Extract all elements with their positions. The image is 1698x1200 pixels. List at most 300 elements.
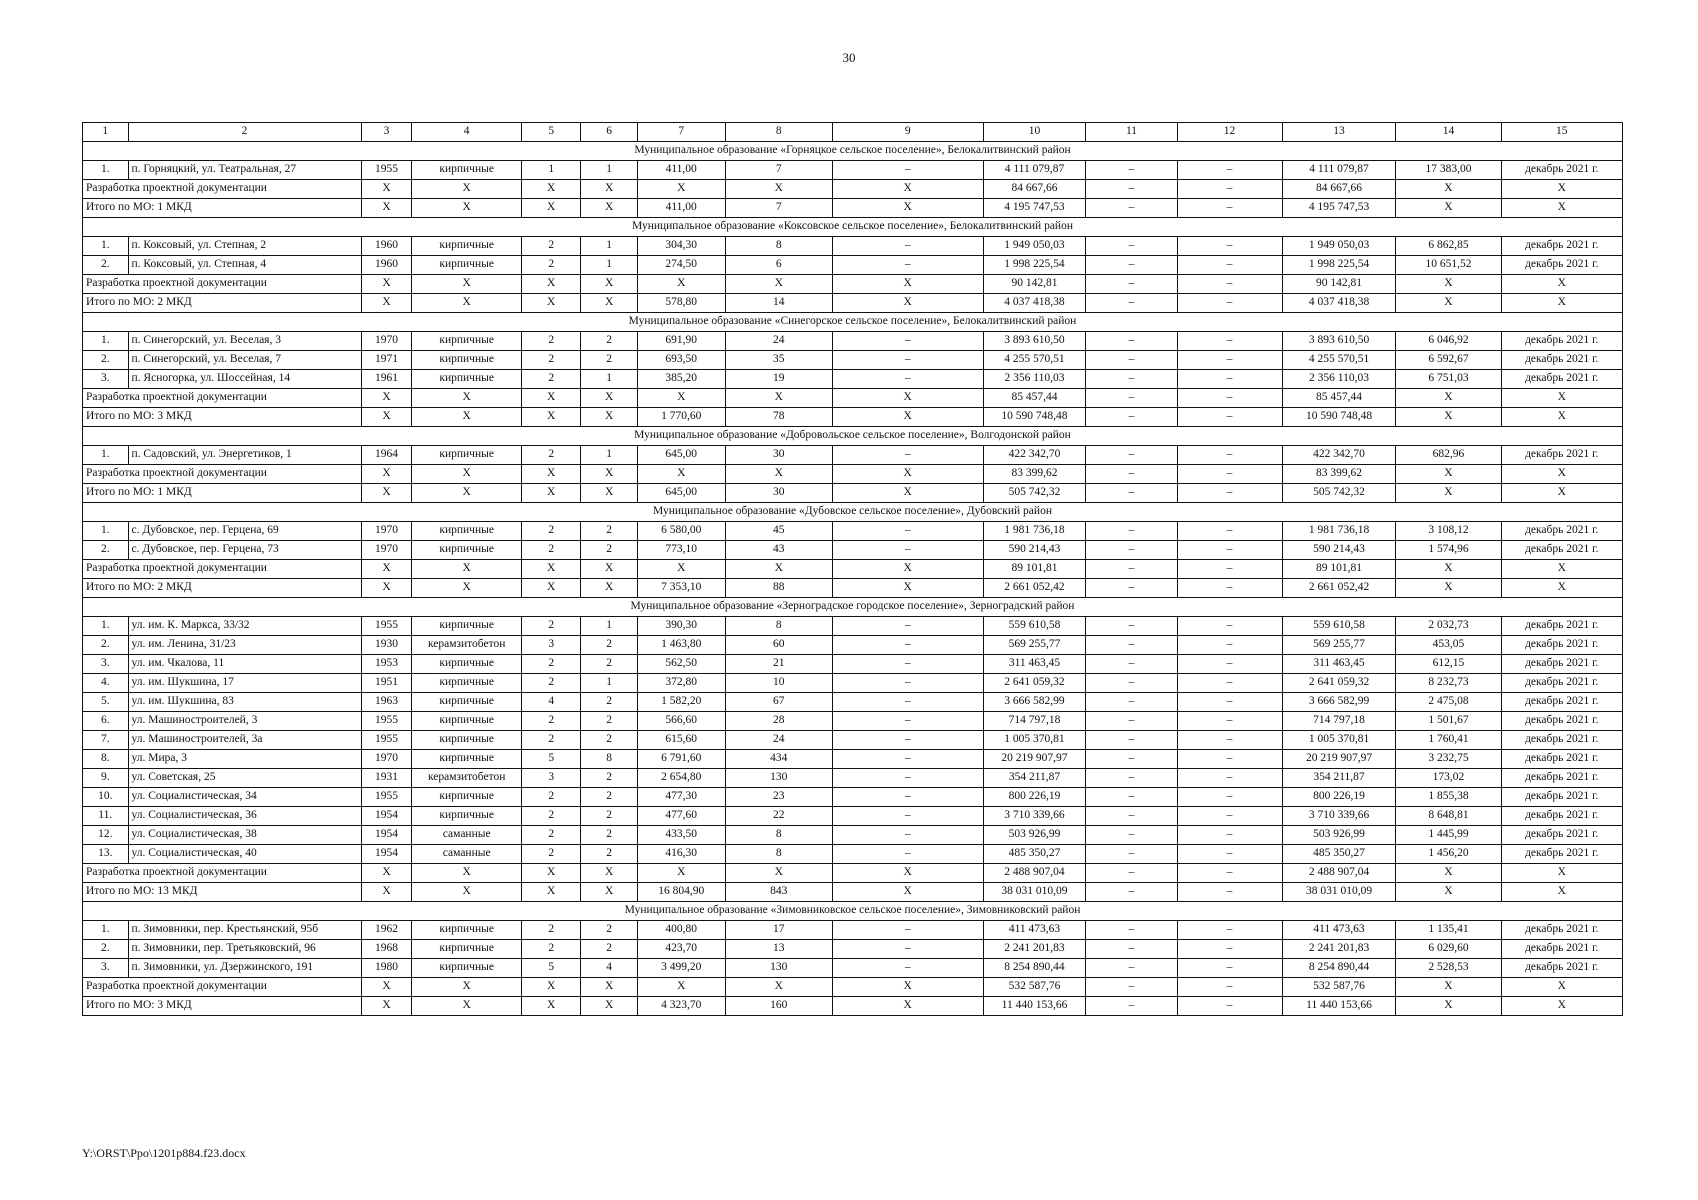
table-cell: 10 651,52 (1396, 256, 1501, 275)
table-row (83, 237, 1623, 256)
table-cell: X (361, 864, 412, 883)
table-cell: 2 (521, 237, 581, 256)
project-documentation-row (83, 465, 1623, 484)
table-cell: – (1177, 674, 1282, 693)
address-cell: ул. Социалистическая, 40 (128, 845, 361, 864)
table-cell: 4 323,70 (637, 997, 725, 1016)
table-cell: X (361, 978, 412, 997)
summary-label: Разработка проектной документации (83, 275, 362, 294)
table-row (83, 256, 1623, 275)
table-row (83, 750, 1623, 769)
table-cell: 1960 (361, 256, 412, 275)
table-cell: X (1396, 180, 1501, 199)
table-cell: 2 (521, 826, 581, 845)
table-cell: кирпичные (412, 446, 521, 465)
table-cell: X (1396, 199, 1501, 218)
table-cell: X (361, 180, 412, 199)
table-cell: 423,70 (637, 940, 725, 959)
column-number-header: 13 (1282, 123, 1396, 142)
housing-repair-register-table (82, 122, 1623, 1016)
table-cell: – (1086, 788, 1177, 807)
table-cell: 83 399,62 (1282, 465, 1396, 484)
table-cell: 6 029,60 (1396, 940, 1501, 959)
table-cell: 2 241 201,83 (983, 940, 1086, 959)
table-cell: 800 226,19 (1282, 788, 1396, 807)
table-cell: – (1086, 199, 1177, 218)
table-cell: 8 (725, 845, 832, 864)
table-cell: X (1396, 978, 1501, 997)
table-cell: X (521, 978, 581, 997)
table-cell: X (1396, 883, 1501, 902)
table-cell: 843 (725, 883, 832, 902)
table-cell: 7 (725, 199, 832, 218)
table-cell: X (832, 579, 983, 598)
table-cell: 485 350,27 (983, 845, 1086, 864)
address-cell: п. Горняцкий, ул. Театральная, 27 (128, 161, 361, 180)
table-cell: 6 862,85 (1396, 237, 1501, 256)
table-cell: X (1396, 294, 1501, 313)
table-cell: X (581, 180, 637, 199)
table-cell: – (1086, 180, 1177, 199)
address-cell: ул. им. К. Маркса, 33/32 (128, 617, 361, 636)
table-cell: – (1086, 522, 1177, 541)
table-cell: 5. (83, 693, 129, 712)
table-cell: X (361, 997, 412, 1016)
table-cell: 2 (581, 826, 637, 845)
table-cell: X (581, 389, 637, 408)
table-cell: 1970 (361, 332, 412, 351)
municipality-title: Муниципальное образование «Добровольское сельское поселение», Волгодонской район (83, 427, 1623, 446)
table-cell: 8 (725, 237, 832, 256)
table-cell: X (1396, 579, 1501, 598)
table-cell: – (1177, 199, 1282, 218)
column-number-header: 5 (521, 123, 581, 142)
table-cell: 1955 (361, 712, 412, 731)
table-cell: 1962 (361, 921, 412, 940)
table-cell: 1971 (361, 351, 412, 370)
table-cell: X (637, 465, 725, 484)
table-cell: – (1177, 275, 1282, 294)
table-cell: декабрь 2021 г. (1501, 541, 1623, 560)
table-cell: 20 219 907,97 (983, 750, 1086, 769)
address-cell: с. Дубовское, пер. Герцена, 69 (128, 522, 361, 541)
table-cell: – (1177, 237, 1282, 256)
address-cell: п. Коксовый, ул. Степная, 2 (128, 237, 361, 256)
table-cell: 2 (521, 731, 581, 750)
table-cell: 30 (725, 484, 832, 503)
table-cell: 67 (725, 693, 832, 712)
table-cell: X (581, 275, 637, 294)
table-cell: 90 142,81 (983, 275, 1086, 294)
table-cell: – (832, 446, 983, 465)
address-cell: п. Синегорский, ул. Веселая, 7 (128, 351, 361, 370)
table-cell: декабрь 2021 г. (1501, 522, 1623, 541)
table-cell: декабрь 2021 г. (1501, 256, 1623, 275)
table-cell: 2 (581, 351, 637, 370)
address-cell: ул. Советская, 25 (128, 769, 361, 788)
table-cell: X (1501, 199, 1623, 218)
table-cell: 4 195 747,53 (1282, 199, 1396, 218)
table-cell: – (1177, 389, 1282, 408)
table-row (83, 655, 1623, 674)
table-cell: – (1086, 864, 1177, 883)
table-cell: 4 111 079,87 (983, 161, 1086, 180)
table-cell: – (832, 921, 983, 940)
table-cell: 88 (725, 579, 832, 598)
address-cell: п. Ясногорка, ул. Шоссейная, 14 (128, 370, 361, 389)
table-cell: – (832, 617, 983, 636)
table-cell: – (1086, 408, 1177, 427)
table-cell: 4 255 570,51 (1282, 351, 1396, 370)
project-documentation-row (83, 864, 1623, 883)
column-number-header: 12 (1177, 123, 1282, 142)
table-cell: X (637, 180, 725, 199)
table-cell: X (725, 275, 832, 294)
table-cell: 30 (725, 446, 832, 465)
table-cell: 3 893 610,50 (1282, 332, 1396, 351)
table-cell: декабрь 2021 г. (1501, 731, 1623, 750)
table-cell: декабрь 2021 г. (1501, 617, 1623, 636)
summary-label: Итого по МО: 2 МКД (83, 294, 362, 313)
table-cell: – (832, 693, 983, 712)
table-cell: – (1086, 237, 1177, 256)
table-cell: X (521, 579, 581, 598)
address-cell: п. Зимовники, ул. Дзержинского, 191 (128, 959, 361, 978)
summary-label: Разработка проектной документации (83, 560, 362, 579)
table-cell: 2 641 059,32 (983, 674, 1086, 693)
table-cell: 2 (521, 446, 581, 465)
table-cell: 85 457,44 (1282, 389, 1396, 408)
table-cell: 532 587,76 (983, 978, 1086, 997)
table-cell: 354 211,87 (1282, 769, 1396, 788)
table-cell: кирпичные (412, 712, 521, 731)
table-cell: – (1177, 161, 1282, 180)
table-cell: X (832, 484, 983, 503)
table-cell: – (1177, 712, 1282, 731)
table-cell: – (1086, 465, 1177, 484)
table-cell: – (1177, 883, 1282, 902)
project-documentation-row (83, 978, 1623, 997)
table-cell: – (1086, 845, 1177, 864)
table-row (83, 370, 1623, 389)
table-cell: 693,50 (637, 351, 725, 370)
table-cell: 78 (725, 408, 832, 427)
table-cell: 612,15 (1396, 655, 1501, 674)
address-cell: ул. Социалистическая, 34 (128, 788, 361, 807)
table-cell: 1968 (361, 940, 412, 959)
table-cell: – (1086, 674, 1177, 693)
table-cell: 2 (581, 845, 637, 864)
table-cell: 1951 (361, 674, 412, 693)
table-cell: декабрь 2021 г. (1501, 237, 1623, 256)
table-row (83, 731, 1623, 750)
table-cell: – (1177, 864, 1282, 883)
table-cell: X (361, 484, 412, 503)
table-cell: X (521, 275, 581, 294)
table-cell: кирпичные (412, 541, 521, 560)
address-cell: ул. Машиностроителей, 3а (128, 731, 361, 750)
table-cell: 4 195 747,53 (983, 199, 1086, 218)
table-cell: 505 742,32 (1282, 484, 1396, 503)
table-cell: X (521, 560, 581, 579)
address-cell: ул. им. Чкалова, 11 (128, 655, 361, 674)
table-cell: X (1396, 275, 1501, 294)
table-cell: 385,20 (637, 370, 725, 389)
table-cell: 8 648,81 (1396, 807, 1501, 826)
table-cell: 1 135,41 (1396, 921, 1501, 940)
table-cell: кирпичные (412, 693, 521, 712)
table-cell: X (581, 465, 637, 484)
table-cell: 1. (83, 161, 129, 180)
summary-label: Разработка проектной документации (83, 864, 362, 883)
table-cell: 2 488 907,04 (1282, 864, 1396, 883)
municipality-total-row (83, 579, 1623, 598)
table-cell: 2 661 052,42 (1282, 579, 1396, 598)
table-cell: 1931 (361, 769, 412, 788)
table-cell: – (1177, 807, 1282, 826)
table-cell: 3. (83, 959, 129, 978)
table-cell: 3 710 339,66 (983, 807, 1086, 826)
table-row (83, 807, 1623, 826)
table-cell: 6 046,92 (1396, 332, 1501, 351)
table-cell: 2 356 110,03 (1282, 370, 1396, 389)
table-cell: керамзитобетон (412, 769, 521, 788)
table-cell: 1 (581, 256, 637, 275)
table-row (83, 712, 1623, 731)
table-cell: 645,00 (637, 446, 725, 465)
municipality-section-row (83, 218, 1623, 237)
table-cell: X (521, 389, 581, 408)
table-cell: X (412, 579, 521, 598)
column-number-header: 4 (412, 123, 521, 142)
table-row (83, 446, 1623, 465)
table-cell: 1. (83, 237, 129, 256)
table-cell: X (1396, 408, 1501, 427)
table-cell: X (412, 465, 521, 484)
table-cell: – (1086, 294, 1177, 313)
table-cell: – (1177, 579, 1282, 598)
table-cell: 559 610,58 (983, 617, 1086, 636)
table-cell: X (581, 199, 637, 218)
table-cell: X (361, 883, 412, 902)
table-cell: декабрь 2021 г. (1501, 826, 1623, 845)
table-cell: – (1086, 731, 1177, 750)
table-cell: 1 445,99 (1396, 826, 1501, 845)
summary-label: Итого по МО: 3 МКД (83, 408, 362, 427)
table-cell: X (1501, 408, 1623, 427)
table-cell: X (581, 560, 637, 579)
table-cell: 1955 (361, 161, 412, 180)
table-cell: – (1086, 484, 1177, 503)
table-cell: X (1501, 560, 1623, 579)
table-cell: 2 356 110,03 (983, 370, 1086, 389)
table-cell: 3 (521, 636, 581, 655)
table-cell: 2. (83, 541, 129, 560)
municipality-title: Муниципальное образование «Зерноградское городское поселение», Зерноградский район (83, 598, 1623, 617)
municipality-section-row (83, 142, 1623, 161)
column-number-header: 1 (83, 123, 129, 142)
table-cell: 7. (83, 731, 129, 750)
table-cell: X (361, 199, 412, 218)
table-cell: X (832, 864, 983, 883)
table-cell: X (1396, 389, 1501, 408)
address-cell: ул. им. Шукшина, 17 (128, 674, 361, 693)
table-cell: 311 463,45 (1282, 655, 1396, 674)
table-cell: X (412, 484, 521, 503)
address-cell: с. Дубовское, пер. Герцена, 73 (128, 541, 361, 560)
table-cell: 569 255,77 (983, 636, 1086, 655)
table-cell: 38 031 010,09 (983, 883, 1086, 902)
table-cell: 2 (521, 655, 581, 674)
table-cell: – (1086, 541, 1177, 560)
table-cell: – (1177, 655, 1282, 674)
table-cell: 6 (725, 256, 832, 275)
table-cell: X (1396, 484, 1501, 503)
table-cell: – (1086, 161, 1177, 180)
table-cell: – (832, 370, 983, 389)
table-cell: X (832, 389, 983, 408)
table-cell: X (581, 408, 637, 427)
table-cell: X (412, 997, 521, 1016)
table-cell: 2 (581, 807, 637, 826)
table-cell: 10. (83, 788, 129, 807)
table-cell: 2 641 059,32 (1282, 674, 1396, 693)
column-number-header: 15 (1501, 123, 1623, 142)
municipality-title: Муниципальное образование «Дубовское сельское поселение», Дубовский район (83, 503, 1623, 522)
table-cell: 411 473,63 (983, 921, 1086, 940)
table-cell: – (832, 655, 983, 674)
table-cell: X (412, 275, 521, 294)
table-cell: 10 590 748,48 (1282, 408, 1396, 427)
table-cell: X (1501, 275, 1623, 294)
table-cell: – (1086, 560, 1177, 579)
table-cell: 1964 (361, 446, 412, 465)
table-cell: 1 463,80 (637, 636, 725, 655)
table-cell: 1 949 050,03 (983, 237, 1086, 256)
table-cell: 11. (83, 807, 129, 826)
table-cell: 2 (581, 712, 637, 731)
table-row (83, 161, 1623, 180)
table-cell: – (1177, 940, 1282, 959)
summary-label: Итого по МО: 3 МКД (83, 997, 362, 1016)
table-cell: – (1086, 351, 1177, 370)
table-cell: кирпичные (412, 788, 521, 807)
table-cell: 3 893 610,50 (983, 332, 1086, 351)
table-cell: 38 031 010,09 (1282, 883, 1396, 902)
table-cell: 2 488 907,04 (983, 864, 1086, 883)
table-cell: 2 (521, 541, 581, 560)
table-cell: X (1501, 389, 1623, 408)
table-cell: 3. (83, 655, 129, 674)
table-cell: X (637, 275, 725, 294)
table-cell: 559 610,58 (1282, 617, 1396, 636)
table-cell: – (1086, 693, 1177, 712)
table-cell: X (521, 883, 581, 902)
table-cell: 45 (725, 522, 832, 541)
municipality-total-row (83, 484, 1623, 503)
table-cell: 10 590 748,48 (983, 408, 1086, 427)
table-cell: кирпичные (412, 332, 521, 351)
table-cell: – (832, 788, 983, 807)
table-cell: – (832, 332, 983, 351)
table-cell: X (361, 275, 412, 294)
table-cell: 1 456,20 (1396, 845, 1501, 864)
table-cell: 28 (725, 712, 832, 731)
table-cell: – (1086, 332, 1177, 351)
table-cell: X (832, 978, 983, 997)
table-cell: декабрь 2021 г. (1501, 959, 1623, 978)
municipality-section-row (83, 503, 1623, 522)
table-cell: – (1177, 978, 1282, 997)
column-number-header: 3 (361, 123, 412, 142)
table-cell: декабрь 2021 г. (1501, 655, 1623, 674)
table-cell: X (361, 294, 412, 313)
table-cell: – (1177, 560, 1282, 579)
table-cell: 3 499,20 (637, 959, 725, 978)
table-cell: 2 032,73 (1396, 617, 1501, 636)
table-cell: 422 342,70 (983, 446, 1086, 465)
table-cell: X (1501, 484, 1623, 503)
table-cell: 532 587,76 (1282, 978, 1396, 997)
table-cell: X (832, 199, 983, 218)
column-number-header-row (83, 123, 1623, 142)
table-cell: 1 998 225,54 (1282, 256, 1396, 275)
table-row (83, 693, 1623, 712)
table-cell: 1. (83, 332, 129, 351)
table-cell: 12. (83, 826, 129, 845)
table-cell: 14 (725, 294, 832, 313)
table-cell: 354 211,87 (983, 769, 1086, 788)
table-cell: 3 108,12 (1396, 522, 1501, 541)
table-cell: 3 666 582,99 (1282, 693, 1396, 712)
table-cell: 477,30 (637, 788, 725, 807)
table-cell: 2 (521, 256, 581, 275)
table-cell: X (832, 560, 983, 579)
table-cell: декабрь 2021 г. (1501, 332, 1623, 351)
table-cell: X (1501, 883, 1623, 902)
table-cell: 130 (725, 959, 832, 978)
address-cell: п. Коксовый, ул. Степная, 4 (128, 256, 361, 275)
table-cell: X (832, 465, 983, 484)
address-cell: ул. Мира, 3 (128, 750, 361, 769)
table-cell: 1 574,96 (1396, 541, 1501, 560)
table-cell: кирпичные (412, 750, 521, 769)
page-number: 30 (842, 50, 856, 65)
table-cell: кирпичные (412, 522, 521, 541)
table-cell: 1 981 736,18 (983, 522, 1086, 541)
table-cell: X (637, 864, 725, 883)
table-cell: 7 (725, 161, 832, 180)
table-cell: – (1177, 769, 1282, 788)
table-cell: декабрь 2021 г. (1501, 750, 1623, 769)
municipality-section-row (83, 427, 1623, 446)
table-cell: – (1086, 446, 1177, 465)
table-cell: 1 949 050,03 (1282, 237, 1396, 256)
table-cell: 2 (521, 845, 581, 864)
table-cell: – (1086, 921, 1177, 940)
table-cell: X (361, 465, 412, 484)
table-cell: 3 232,75 (1396, 750, 1501, 769)
table-cell: 2 (581, 788, 637, 807)
table-cell: 2 (581, 731, 637, 750)
table-cell: кирпичные (412, 940, 521, 959)
table-cell: декабрь 2021 г. (1501, 940, 1623, 959)
table-cell: 433,50 (637, 826, 725, 845)
table-cell: керамзитобетон (412, 636, 521, 655)
table-cell: декабрь 2021 г. (1501, 807, 1623, 826)
table-cell: декабрь 2021 г. (1501, 693, 1623, 712)
table-cell: 2 (521, 332, 581, 351)
